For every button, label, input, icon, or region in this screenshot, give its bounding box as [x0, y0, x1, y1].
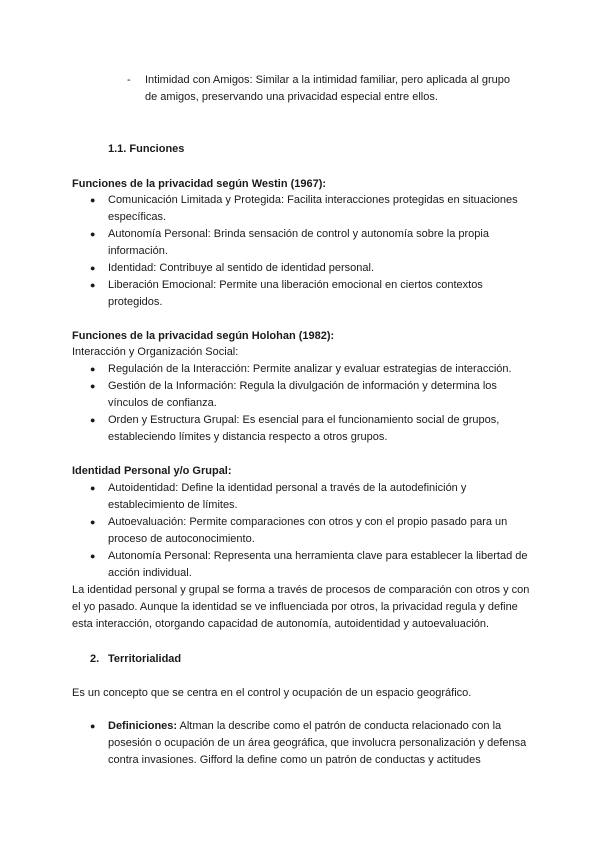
definitions-list	[90, 718, 530, 769]
identidad-list	[90, 480, 530, 582]
list-item: ● Autoevaluación: Permite comparaciones con otros y con el propio pasado para un proceso de autoconocimiento.	[90, 514, 530, 548]
section-2-intro: Es un concepto que se centra en el control y ocupación de un espacio geográfico.	[72, 687, 472, 699]
dash-item-text: Intimidad con Amigos: Similar a la intimidad familiar, pero aplicada al grupo de amigos, preservando una privacidad especial entre ellos.	[145, 74, 511, 103]
holohan-list-wrap	[90, 361, 530, 446]
intro-dash-item	[127, 72, 527, 108]
list-item: ● Liberación Emocional: Permite una liberación emocional en ciertos contextos protegidos.	[90, 277, 530, 311]
identidad-heading: Identidad Personal y/o Grupal:	[72, 465, 232, 477]
list-item: ● Regulación de la Interacción: Permite analizar y evaluar estrategias de interacción.	[90, 361, 530, 378]
holohan-list	[90, 361, 530, 446]
definitions-label: Definiciones:	[108, 720, 178, 732]
definitions-list-wrap	[90, 718, 530, 769]
westin-heading: Funciones de la privacidad según Westin (1967):	[72, 178, 327, 190]
list-item: ● Comunicación Limitada y Protegida: Facilita interacciones protegidas en situaciones específicas.	[90, 192, 530, 226]
list-item: ● Identidad: Contribuye al sentido de identidad personal.	[90, 260, 530, 277]
list-item: ● Orden y Estructura Grupal: Es esencial para el funcionamiento social de grupos, estableciendo límites y distancia respecto a otros grupos.	[90, 412, 530, 446]
westin-list	[90, 192, 530, 311]
westin-list-wrap	[90, 192, 530, 311]
section-2-number: 2.	[90, 653, 100, 665]
list-item: ● Autoidentidad: Define la identidad personal a través de la autodefinición y establecimiento de límites.	[90, 480, 530, 514]
identidad-list-wrap	[90, 480, 530, 582]
section-2-title	[90, 651, 181, 668]
list-item: ● Gestión de la Información: Regula la divulgación de información y determina los vínculos de confianza.	[90, 378, 530, 412]
holohan-heading: Funciones de la privacidad según Holohan (1982):	[72, 330, 335, 342]
dash-marker: -	[127, 74, 131, 86]
definitions-text: Altman la describe como el patrón de conducta relacionado con la posesión o ocupación de un área geográfica, que involucra personalización y defensa contra invasiones. Gifford la define como un patrón de conductas y actitudes	[108, 720, 527, 766]
list-item: ● Autonomía Personal: Brinda sensación de control y autonomía sobre la propia información.	[90, 226, 530, 260]
list-item	[90, 718, 530, 769]
holohan-subheading: Interacción y Organización Social:	[72, 346, 239, 358]
section-1-1-title: 1.1. Funciones	[108, 143, 185, 155]
section-2-title-text: Territorialidad	[108, 653, 182, 665]
list-item: ● Autonomía Personal: Representa una herramienta clave para establecer la libertad de acción individual.	[90, 548, 530, 582]
identidad-paragraph: La identidad personal y grupal se forma a través de procesos de comparación con otros y con el yo pasado. Aunque la identidad se ve influenciada por otros, la privacidad regula y define esta interacción, otorgando capacidad de autonomía, autoidentidad y autoevaluación.	[72, 584, 530, 630]
